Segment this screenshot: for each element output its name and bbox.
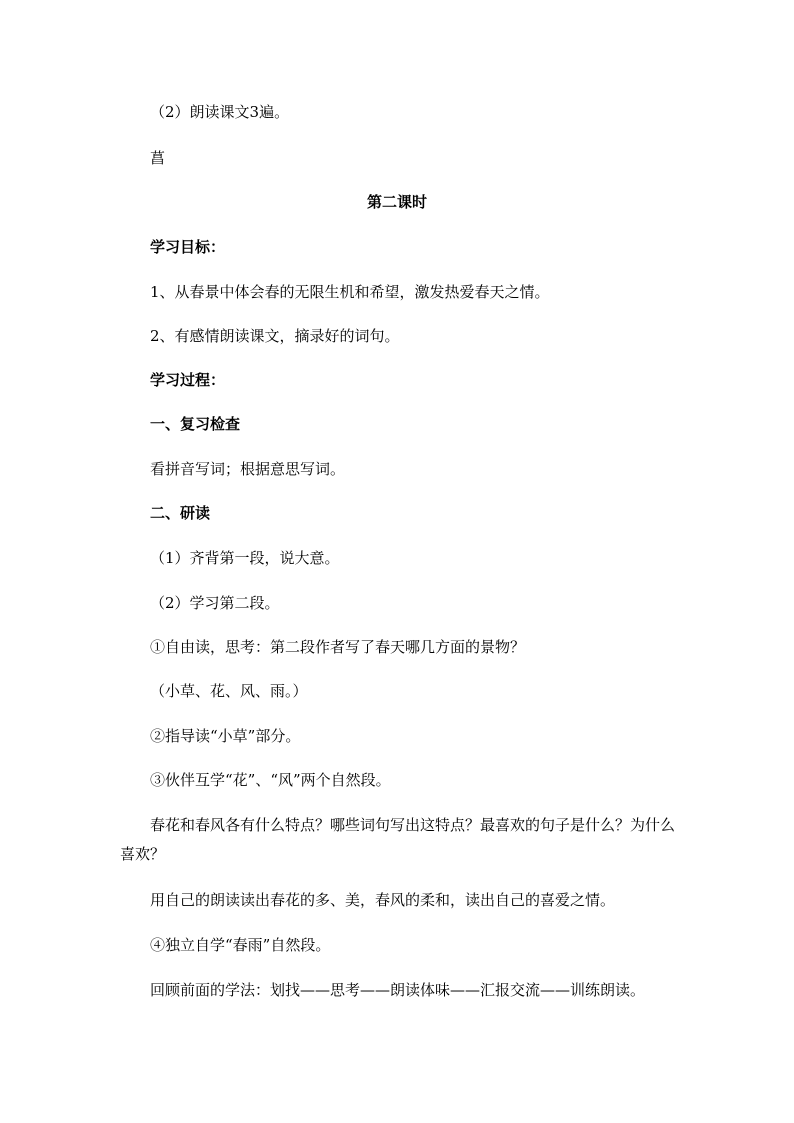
objectives-heading: 学习目标： — [150, 238, 226, 256]
discussion-questions: 春花和春风各有什么特点？哪些词句写出这特点？最喜欢的句子是什么？为什么喜欢？ — [120, 816, 676, 863]
method-review: 回顾前面的学法：划找——思考——朗读体味——汇报交流——训练朗读。 — [150, 981, 646, 999]
step-study-heading: 二、研读 — [150, 504, 211, 522]
self-study-rain: ④独立自学“春雨”自然段。 — [150, 936, 331, 954]
study-item-2: （2）学习第二段。 — [150, 594, 280, 612]
answer-1: （小草、花、风、雨。） — [150, 682, 308, 700]
objective-2: 2、有感情朗读课文，摘录好的词句。 — [150, 327, 400, 345]
process-heading: 学习过程： — [150, 371, 226, 389]
reading-instruction: 用自己的朗读读出春花的多、美，春风的柔和，读出自己的喜爱之情。 — [150, 891, 616, 909]
question-1: ①自由读，思考：第二段作者写了春天哪几方面的景物？ — [150, 638, 526, 656]
review-task: 看拼音写词；根据意思写词。 — [150, 460, 346, 478]
step-review-heading: 一、复习检查 — [150, 415, 241, 433]
stray-character: 菖 — [150, 149, 166, 167]
section-title: 第二课时 — [366, 193, 427, 211]
instruction-read-aloud: （2）朗读课文3遍。 — [150, 103, 290, 121]
peer-learning: ③伙伴互学“花”、“风”两个自然段。 — [150, 771, 391, 789]
objective-1: 1、从春景中体会春的无限生机和希望，激发热爱春天之情。 — [150, 283, 550, 301]
guided-reading: ②指导读“小草”部分。 — [150, 727, 301, 745]
study-item-1: （1）齐背第一段，说大意。 — [150, 549, 340, 567]
